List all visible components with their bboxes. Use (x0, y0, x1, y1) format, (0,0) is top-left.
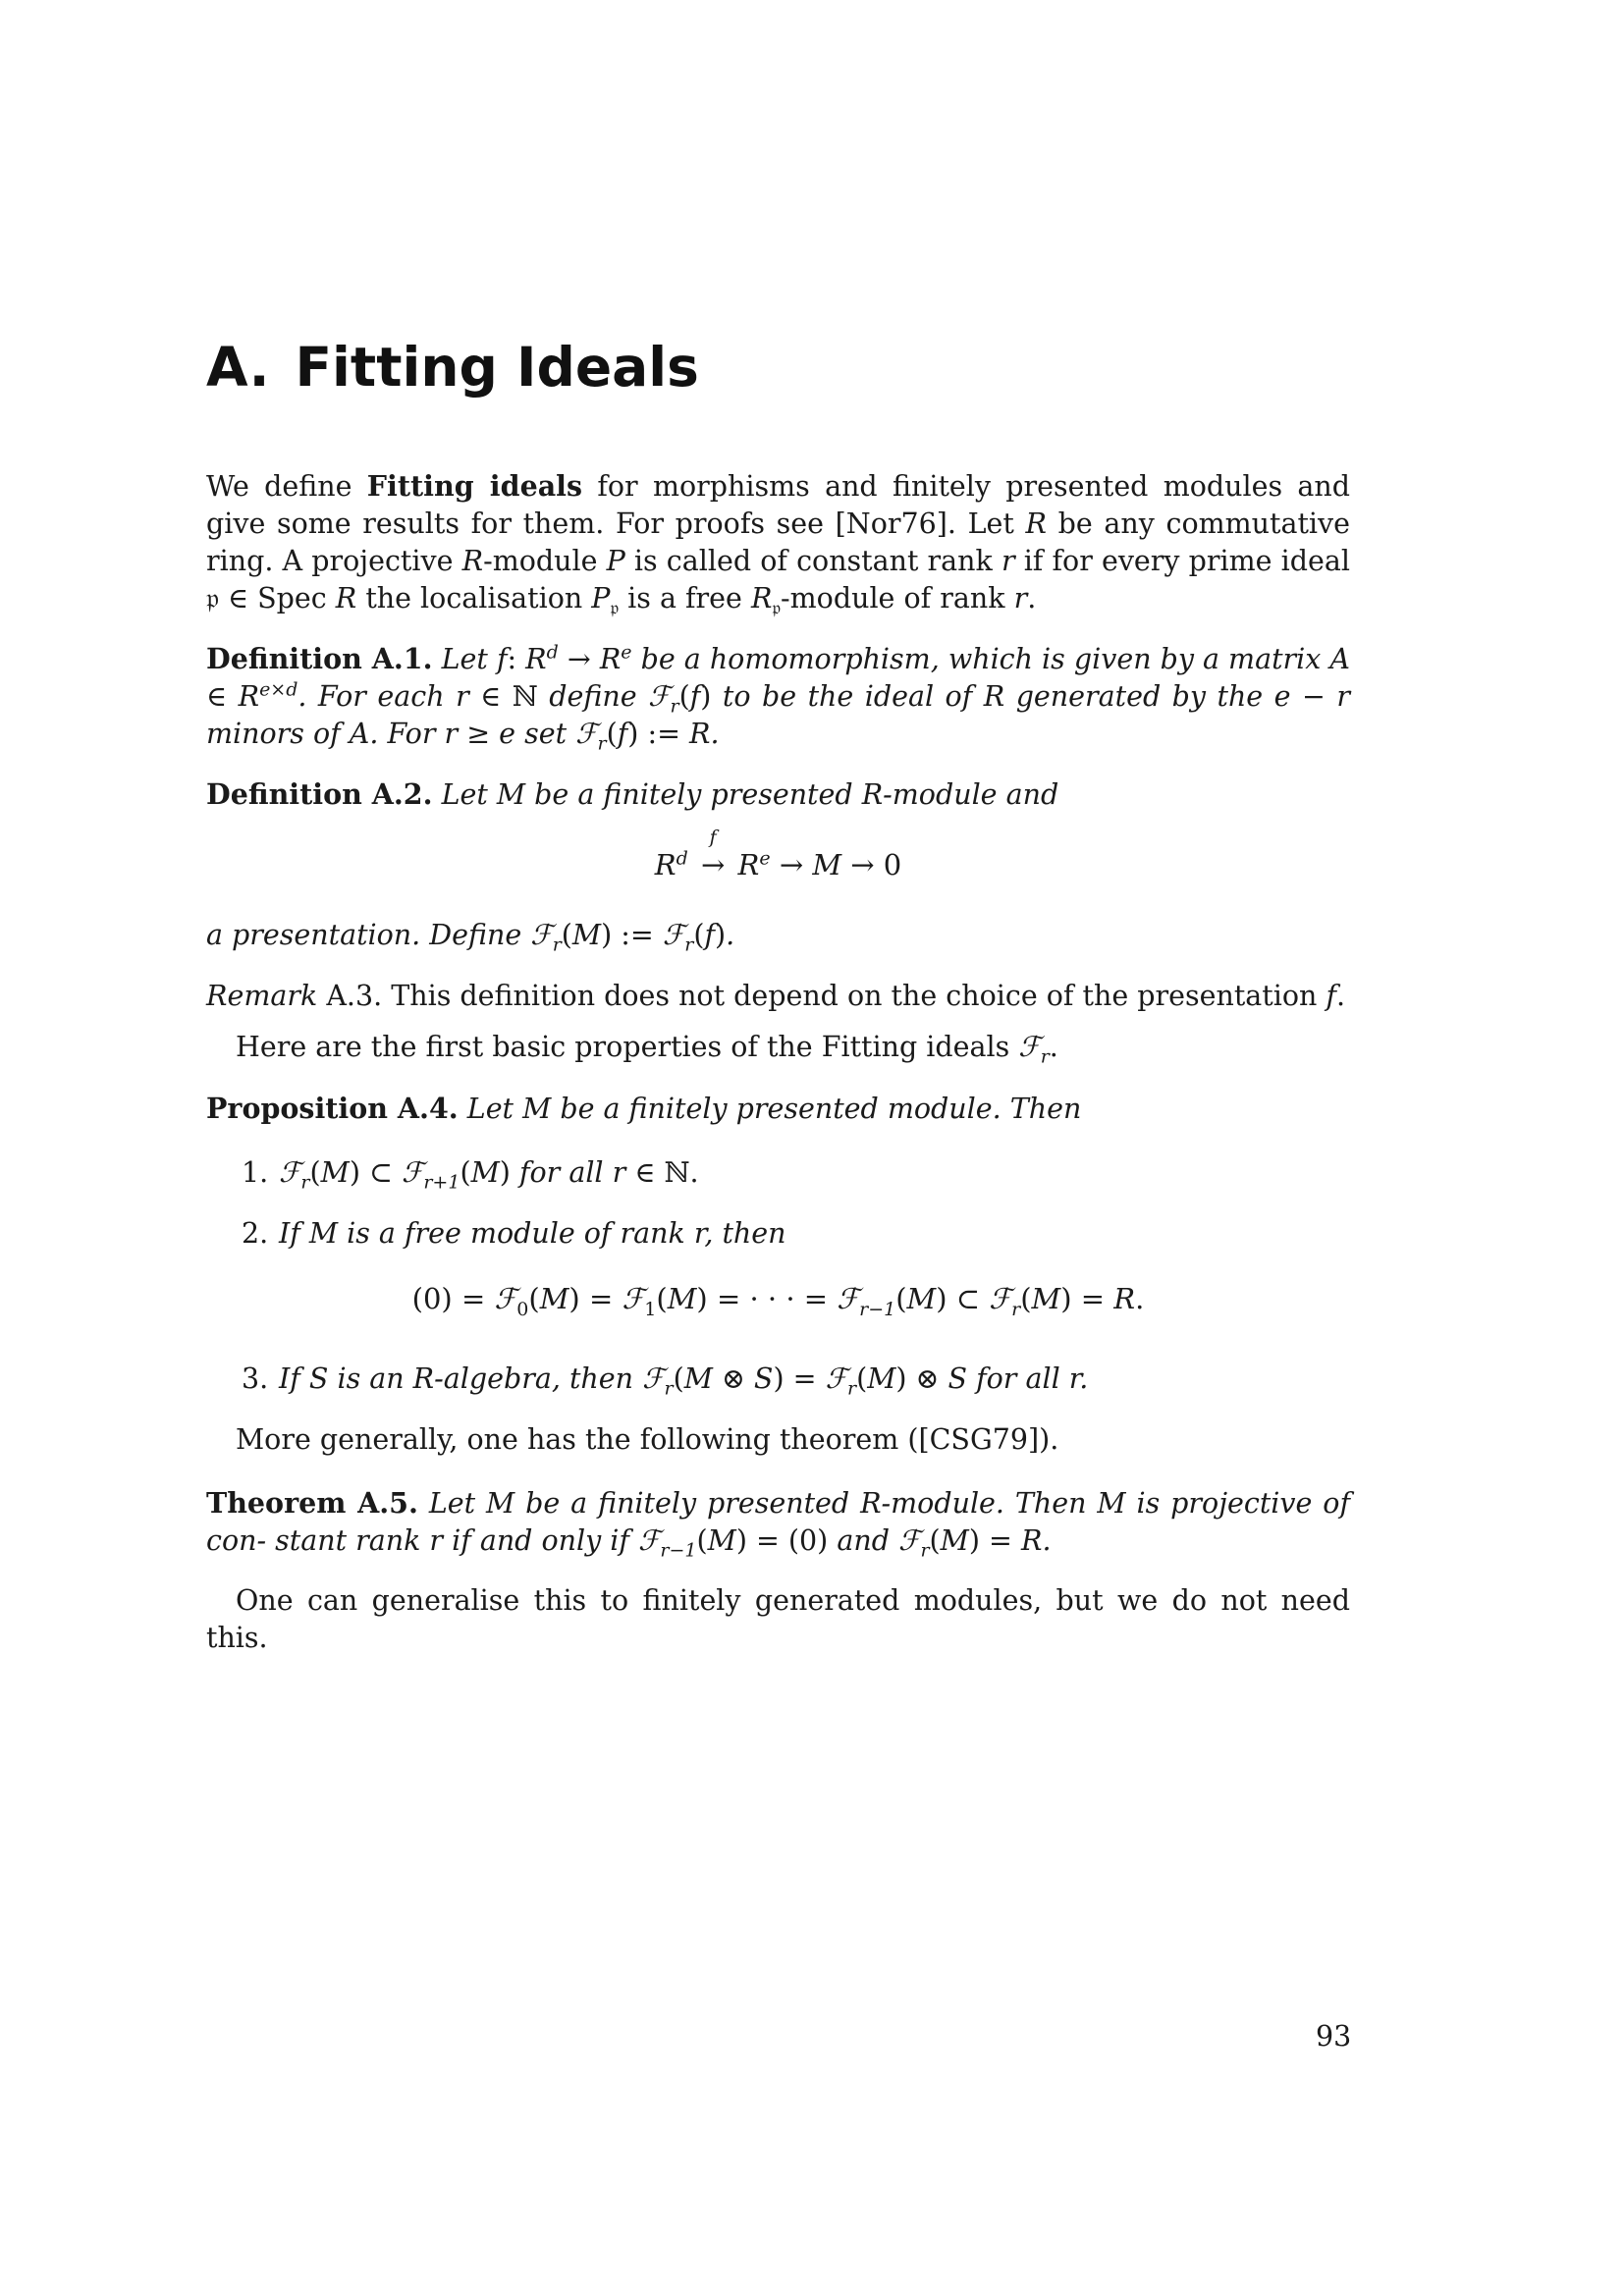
definition-a2: Definition A.2. Let M be a finitely presented R-module and (206, 777, 1059, 811)
definition-a1: Definition A.1. Let f: $R^d \to R^e$ be a homomorphism, which is given by a matrix A ∈ $R^{e\times d}$. For each r ∈ ℕ define ℱ$_r$(f) to be the ideal of R generated by the e − r minors of A. For r ≥ e set ℱ$_r$(f) := R. (206, 641, 1351, 755)
chapter-title-text: Fitting Ideals (295, 336, 699, 399)
proposition-item-3: 3. If S is an R-algebra, then ℱ$_r$(M ⊗ S) = ℱ$_r$(M) ⊗ S for all r. (242, 1362, 1089, 1400)
closing-paragraph: One can generalise this to finitely generated modules, but we do not need this. (206, 1584, 1350, 1654)
definition-a1-label: Definition A.1. (206, 642, 433, 675)
basic-properties-intro: Here are the first basic properties of the Fitting ideals ℱ$_r$. (236, 1031, 1058, 1068)
presentation-sequence: $R^d$ f → $R^e \to M \to 0$ (654, 827, 902, 881)
page-number: 93 (1316, 2020, 1352, 2053)
theorem-label: Theorem A.5. (206, 1486, 418, 1520)
remark-a3: Remark A.3. This definition does not depend on the choice of the presentation f. (206, 980, 1346, 1012)
proposition-label: Proposition A.4. (206, 1092, 459, 1125)
definition-a2-continued: a presentation. Define ℱ$_r$(M) := ℱ$_r$(f). (206, 919, 735, 956)
remark-label: Remark (206, 980, 318, 1012)
free-module-chain: (0) = ℱ$_0$(M) = ℱ$_1$(M) = · · · = ℱ$_{r-1}$(M) ⊂ ℱ$_r$(M) = R. (411, 1282, 1145, 1320)
proposition-item-2: 2. If M is a free module of rank r, then (242, 1217, 786, 1250)
proposition-item-1: 1. ℱ$_r$(M) ⊂ ℱ$_{r+1}$(M) for all r ∈ ℕ. (242, 1156, 699, 1194)
proposition-a4: Proposition A.4. Let M be a finitely presented module. Then (206, 1092, 1082, 1125)
chapter-number: A. (206, 336, 270, 399)
more-generally: More generally, one has the following theorem ([CSG79]). (236, 1423, 1059, 1456)
theorem-a5: Theorem A.5. Let M be a finitely presented R-module. Then M is projective of con- stant rank r if and only if ℱ$_{r-1}$(M) = (0) and ℱ$_r$(M) = R. (206, 1486, 1351, 1562)
intro-paragraph: We define Fitting ideals for morphisms and finitely presented modules and give some results for them. For proofs see [Nor76]. Let R be any commutative ring. A projective R-module P is called of constant rank r if for every prime ideal 𝔭 ∈ Spec R the localisation $P_𝔭$ is a free $R_𝔭$-module of rank r. (206, 469, 1351, 619)
definition-a2-label: Definition A.2. (206, 777, 433, 811)
chapter-title (206, 336, 699, 399)
